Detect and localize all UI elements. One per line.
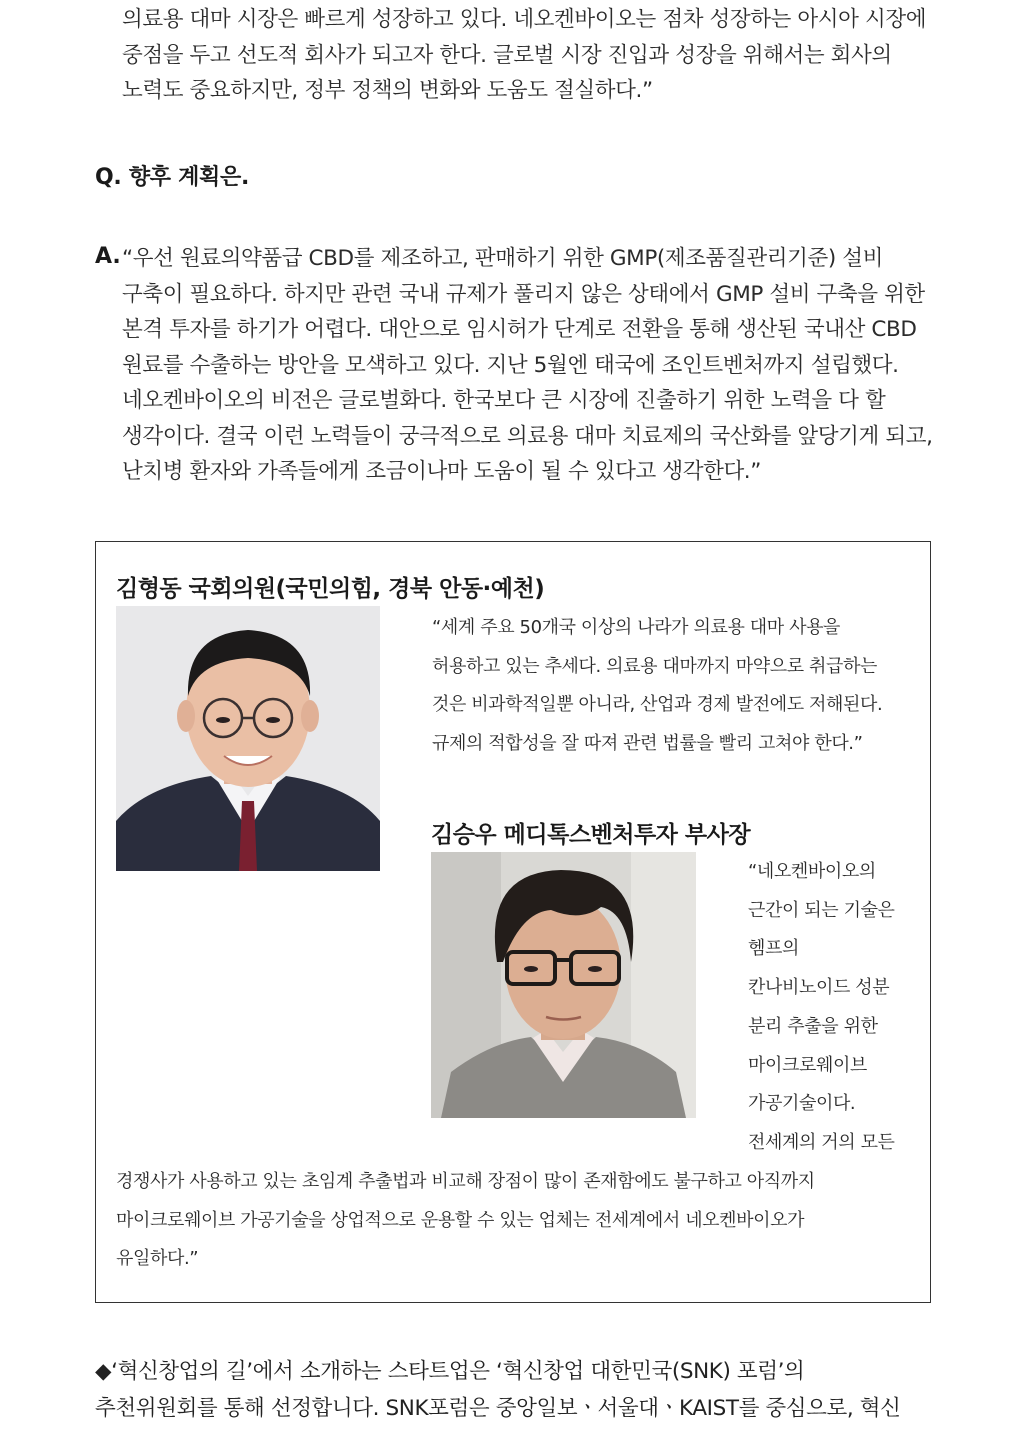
quote-line: “네오켄바이오의: [748, 861, 876, 882]
answer-line: 네오켄바이오의 비전은 글로벌화다. 한국보다 큰 시장에 진출하기 위한 노력을 다 할: [122, 388, 886, 413]
quote-line: 전세계의 거의 모든: [748, 1131, 895, 1153]
intro-paragraph: [122, 2, 952, 109]
quote-line: 마이크로웨이브: [748, 1054, 867, 1076]
quote-line: 분리 추출을 위한: [748, 1015, 878, 1037]
person1-photo: [116, 606, 380, 871]
quote-line: 헴프의: [748, 938, 799, 960]
answer-line: 난치병 환자와 가족들에게 조금이나마 도움이 될 수 있다고 생각한다.”: [122, 459, 761, 484]
answer-line: 구축이 필요하다. 하지만 관련 국내 규제가 풀리지 않은 상태에서 GMP 설비 구축을 위한: [122, 281, 925, 307]
intro-line: 중점을 두고 선도적 회사가 되고자 한다. 글로벌 시장 진입과 성장을 위해서는 회사의: [122, 42, 892, 68]
person1-name: 김형동 국회의원(국민의힘, 경북 안동·예천): [116, 576, 545, 602]
quote-line: 가공기술이다.: [748, 1093, 856, 1115]
answer-line: 생각이다. 결국 이런 노력들이 궁극적으로 의료용 대마 치료제의 국산화를 앞당기게 되고,: [122, 423, 933, 449]
footer-line: 추천위원회를 통해 선정합니다. SNK포럼은 중앙일보ㆍ서울대ㆍKAIST를 중심으로, 혁신: [95, 1396, 901, 1421]
quote-line: 규제의 적합성을 잘 따져 관련 법률을 빨리 고쳐야 한다.”: [432, 733, 863, 755]
question-heading: Q. 향후 계획은.: [95, 165, 249, 190]
person2-photo: [431, 852, 696, 1118]
person2-quote-full: [116, 1163, 815, 1279]
quote-line: 경쟁사가 사용하고 있는 초임계 추출법과 비교해 장점이 많이 존재함에도 불구하고 아직까지: [116, 1171, 815, 1192]
person2-name: 김승우 메디톡스벤처투자 부사장: [431, 822, 751, 848]
quote-line: 칸나비노이드 성분: [748, 977, 890, 999]
quote-line: 허용하고 있는 추세다. 의료용 대마까지 마약으로 취급하는: [432, 655, 877, 677]
answer-line: 원료를 수출하는 방안을 모색하고 있다. 지난 5월엔 태국에 조인트벤처까지 설립했다.: [122, 352, 899, 378]
quote-line: 것은 비과학적일뿐 아니라, 산업과 경제 발전에도 저해된다.: [432, 694, 883, 716]
answer-line: 본격 투자를 하기가 어렵다. 대안으로 임시허가 단계로 전환을 통해 생산된 국내산 CBD: [122, 317, 917, 342]
quote-line: 근간이 되는 기술은: [748, 899, 895, 921]
quote-line: “세계 주요 50개국 이상의 나라가 의료용 대마 사용을: [432, 617, 841, 638]
footer-line: ◆‘혁신창업의 길’에서 소개하는 스타트업은 ‘혁신창업 대한민국(SNK) 포럼’의: [95, 1359, 805, 1384]
footer-note: [95, 1353, 900, 1427]
quote-line: 마이크로웨이브 가공기술을 상업적으로 운용할 수 있는 업체는 전세계에서 네오켄바이오가: [116, 1209, 805, 1231]
answer-label: A.: [95, 244, 121, 269]
answer-line: “우선 원료의약품급 CBD를 제조하고, 판매하기 위한 GMP(제조품질관리기준) 설비: [122, 246, 883, 271]
intro-line: 노력도 중요하지만, 정부 정책의 변화와 도움도 절실하다.”: [122, 78, 653, 103]
person1-quote: [432, 609, 882, 764]
person2-quote-side: [748, 853, 895, 1163]
answer-paragraph: [122, 241, 952, 490]
intro-line: 의료용 대마 시장은 빠르게 성장하고 있다. 네오켄바이오는 점차 성장하는 아시아 시장에: [122, 7, 927, 32]
quote-line: 유일하다.”: [116, 1248, 199, 1270]
